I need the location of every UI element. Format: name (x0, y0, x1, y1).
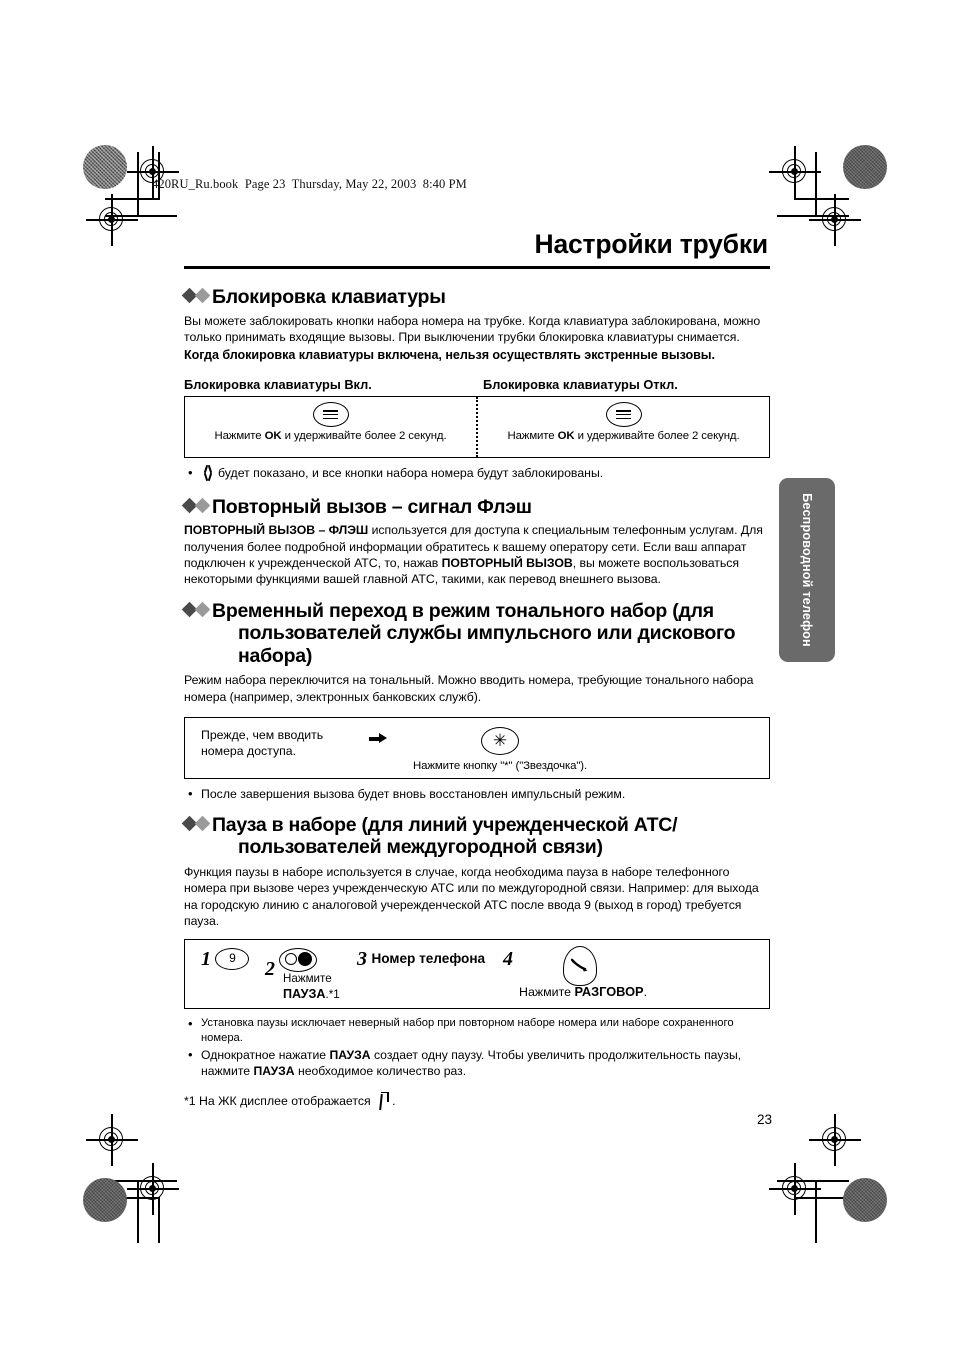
caption-on-key: OK (264, 430, 282, 443)
crop-mark-tl-h2 (105, 198, 160, 200)
halftone-target-bottom-left (83, 1178, 127, 1222)
heading-pause-text (212, 814, 770, 859)
tone-instruction-box (184, 717, 770, 779)
tone-star-group (413, 727, 587, 772)
registration-mark-right-lower (818, 1123, 852, 1157)
keylock-notes (184, 465, 770, 482)
step-4 (503, 948, 513, 971)
diamond-bullet-icon (184, 500, 210, 511)
ok-key-icon (606, 402, 642, 427)
pause-key-icon (279, 948, 317, 972)
caption-off-pre: Нажмите (507, 430, 558, 443)
keylock-off-caption (507, 430, 739, 442)
heading-flash-text: Повторный вызов – сигнал Флэш (212, 495, 532, 518)
flash-body-part3: , вы можете воспользоваться некоторыми функциями вашей главной АТС, такими, как перевод внешнего вызова. (184, 555, 739, 587)
diamond-bullet-icon (184, 818, 210, 829)
keylock-off-cell (478, 397, 769, 457)
keylock-on-caption (214, 430, 446, 442)
step-3 (357, 948, 485, 971)
step-4-caption-pre: Нажмите (519, 985, 575, 1000)
registration-mark-left-lower (95, 1123, 129, 1157)
keylock-on-cell (185, 397, 478, 457)
pause-notes (184, 1016, 770, 1079)
keylock-bullet-text: будет показано, и все кнопки набора номера будут заблокированы. (218, 466, 604, 481)
caption-off-post: и удерживайте более 2 секунд. (574, 430, 740, 443)
registration-mark-bottom-right (778, 1172, 812, 1206)
tone-intro: Режим набора переключится на тональный. Можно вводить номера, требующие тонального набора номера (например, электронных банковских служб). (184, 673, 754, 704)
tone-box-lead (201, 727, 363, 759)
ok-key-icon (313, 402, 349, 427)
footnote-pre: *1 На ЖК дисплее отображается (184, 1093, 375, 1108)
heading-pause-line1: Пауза в наборе (для линий учрежденческой АТС/ (212, 813, 678, 836)
registration-mark-left-upper (95, 203, 129, 237)
crop-mark-tr-v (815, 152, 817, 215)
tone-box-lead-line1: Прежде, чем вводить (201, 728, 324, 743)
tone-box-caption: Нажмите кнопку "*" ("Звездочка"). (413, 760, 588, 773)
registration-mark-bottom-left (136, 1172, 170, 1206)
diamond-bullet-icon (184, 604, 210, 615)
list-item (184, 465, 770, 482)
list-item: • После завершения вызова будет вновь восстановлен импульсный режим. (184, 786, 770, 803)
star-key-label: ✳ (492, 730, 508, 750)
arrow-right-icon (369, 732, 391, 746)
tone-box-lead-line2: номера доступа. (201, 744, 297, 759)
pause-bullet2-b1: ПАУЗА (329, 1048, 371, 1063)
step-4-caption (519, 984, 647, 1001)
crop-mark-tr-h2 (794, 198, 849, 200)
talk-key-icon (563, 946, 597, 986)
step-2-caption (283, 972, 340, 1002)
caption-off-key: OK (557, 430, 575, 443)
caption-on-post: и удерживайте более 2 секунд. (281, 430, 447, 443)
title-rule (184, 266, 770, 269)
pause-bullet2-post: необходимое количество раз. (294, 1064, 467, 1079)
keylock-column-headers (184, 377, 770, 392)
step-2-caption-bold: ПАУЗА (283, 986, 326, 1001)
pause-display-glyph-icon (376, 1092, 390, 1110)
heading-tone-line1: Временный переход в режим тонального набор (для (212, 599, 714, 622)
flash-body (184, 522, 770, 587)
heading-pause (184, 814, 770, 859)
registration-mark-right-upper (818, 203, 852, 237)
step-4-caption-bold: РАЗГОВОР (574, 984, 644, 1000)
heading-keylock-text: Блокировка клавиатуры (212, 286, 446, 308)
digit-9-key-icon: 9 (215, 948, 249, 970)
flash-lead-bold: ПОВТОРНЫЙ ВЫЗОВ – ФЛЭШ (184, 523, 369, 538)
heading-tone-text (212, 600, 770, 668)
flash-body-part1: используется для доступа к специальным телефонным услугам. Для получения более подробной информации обратитесь к вашему оператору сети. Если ваш аппарат подключен к учрежденческой АТС, то, нажав (184, 523, 763, 570)
key-lock-glyph-icon (202, 465, 215, 481)
heading-keylock (184, 286, 770, 309)
keylock-warning: Когда блокировка клавиатуры включена, нельзя осуществлять экстренные вызовы. (184, 348, 715, 363)
list-item: • Установка паузы исключает неверный набор при повторном наборе номера или наборе сохраненного номера. (184, 1016, 770, 1046)
side-tab-label: Беспроводной телефон (800, 493, 814, 647)
pause-bullet2-mid: создает одну паузу. Чтобы увеличить продолжительность паузы, нажмите (201, 1048, 742, 1079)
star-key-icon (481, 727, 519, 755)
step-4-number: 4 (503, 948, 513, 971)
content-column (184, 276, 770, 1110)
heading-tone (184, 600, 770, 668)
heading-flash (184, 496, 770, 519)
tone-notes (184, 786, 770, 803)
step-1 (201, 948, 249, 971)
halftone-target-bottom-right (843, 1178, 887, 1222)
step-2-caption-tail: .*1 (325, 987, 340, 1001)
registration-mark-top-right (778, 155, 812, 189)
footnote-post: . (392, 1093, 396, 1108)
step-1-number: 1 (201, 948, 211, 971)
heading-pause-line2: пользователей междугородной связи) (238, 836, 603, 859)
page-number: 23 (756, 1112, 772, 1127)
flash-body-bold2: ПОВТОРНЫЙ ВЫЗОВ (441, 555, 573, 570)
diamond-bullet-icon (184, 290, 210, 301)
pause-footnote (184, 1092, 770, 1110)
pause-intro: Функция паузы в наборе используется в случае, когда необходима пауза в наборе телефонного номера при вызове через учрежденческую АТС или по междугородной связи. Например: для выхода на городскую линию с аналоговой учережденческой АТС после ввода 9 (выход в город) требуется пауза. (184, 864, 759, 928)
caption-on-pre: Нажмите (214, 430, 265, 443)
keylock-col-off-header: Блокировка клавиатуры Откл. (483, 377, 678, 393)
page-title: Настройки трубки (534, 229, 768, 259)
print-header: 420RU_Ru.book Page 23 Thursday, May 22, 2003 8:40 PM (152, 177, 467, 191)
step-2-caption-line1: Нажмите (283, 972, 332, 986)
pause-bullet2-pre: Однократное нажатие (201, 1048, 330, 1063)
heading-tone-line2: пользователей службы импульсного или дискового набора) (238, 622, 736, 667)
step-2-number: 2 (265, 958, 275, 981)
list-item (184, 1047, 770, 1079)
step-4-caption-post: . (643, 985, 648, 1000)
halftone-target-top-left (83, 145, 127, 189)
pause-steps-box (184, 939, 770, 1009)
section-side-tab (779, 478, 835, 662)
keylock-col-on-header: Блокировка клавиатуры Вкл. (184, 377, 372, 393)
keylock-intro: Вы можете заблокировать кнопки набора номера на трубке. Когда клавиатура заблокирована, можно только принимать входящие вызовы. При выключении трубки блокировка клавиатуры снимается. (184, 313, 761, 344)
step-3-number: 3 (357, 948, 367, 971)
halftone-target-top-right (843, 145, 887, 189)
step-3-text: Номер телефона (371, 951, 486, 967)
handset-icon (570, 958, 589, 972)
pause-bullet2-b2: ПАУЗА (253, 1064, 295, 1079)
keylock-instruction-box (184, 396, 770, 458)
